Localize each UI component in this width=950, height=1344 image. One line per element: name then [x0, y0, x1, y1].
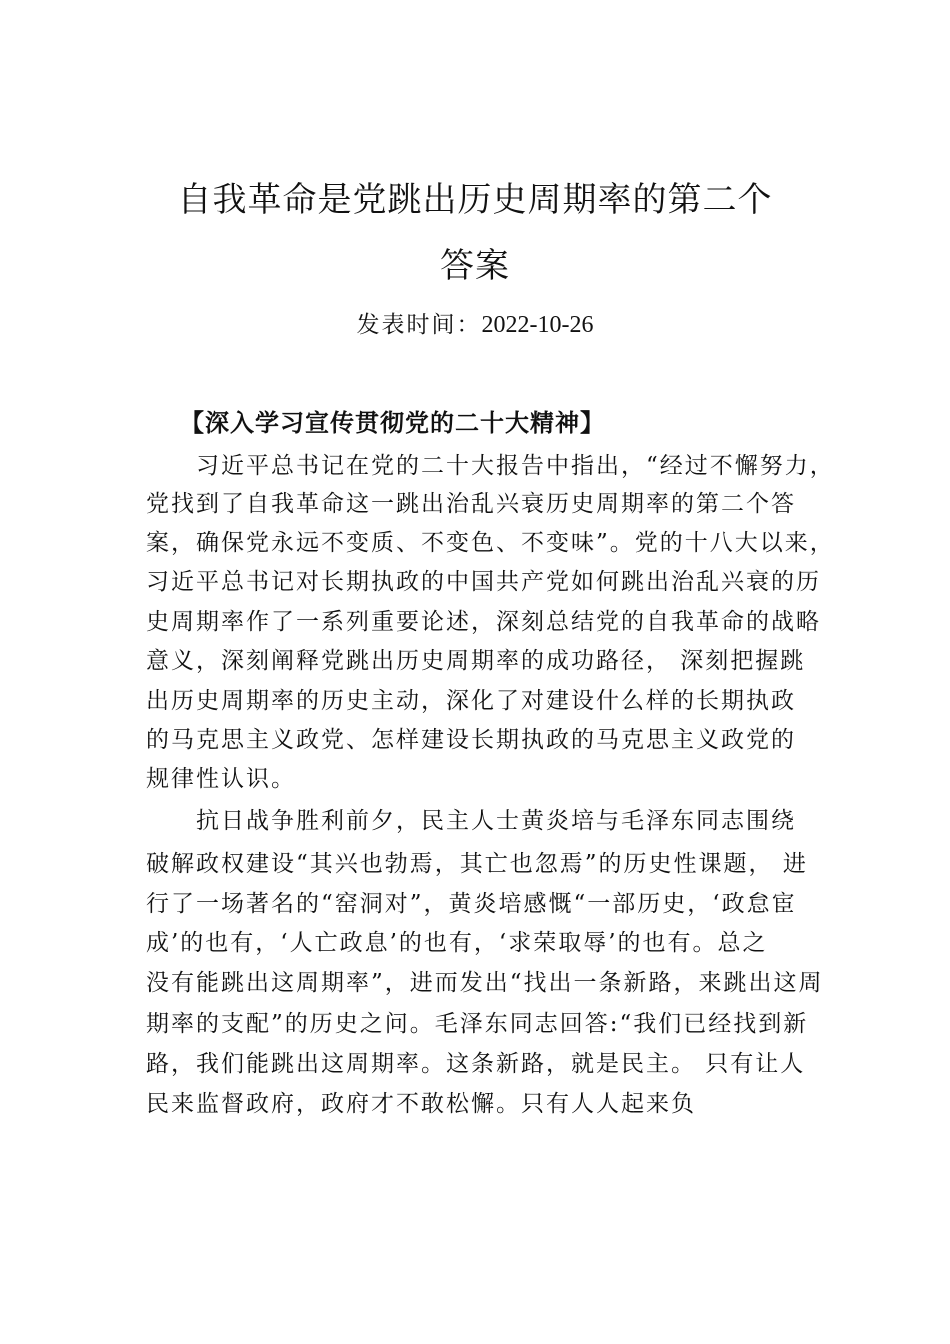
section-heading: 【深入学习宣传贯彻党的二十大精神】 [180, 408, 605, 437]
paragraph-1-line: 习近平总书记在党的二十大报告中指出，“经过不懈努力， [196, 453, 835, 479]
publish-date-label: 发表时间： [356, 312, 482, 338]
paragraph-1-line: 史周期率作了一系列重要论述，深刻总结党的自我革命的战略 [146, 609, 821, 635]
paragraph-2-line: 期率的支配”的历史之问。毛泽东同志回答:“我们已经找到新 [146, 1011, 809, 1037]
paragraph-1-line: 党找到了自我革命这一跳出治乱兴衰历史周期率的第二个答 [146, 491, 796, 517]
paragraph-2-line: 没有能跳出这周期率”，进而发出“找出一条新路，来跳出这周 [146, 970, 824, 996]
paragraph-1-line: 规律性认识。 [146, 766, 296, 792]
publish-date-value: 2022-10-26 [481, 312, 594, 338]
publish-date [0, 311, 950, 339]
paragraph-2-line: 破解政权建设“其兴也勃焉，其亡也忽焉”的历史性课题， 进 [146, 851, 808, 877]
document-title-line-2: 答案 [440, 246, 510, 286]
paragraph-2-line: 抗日战争胜利前夕，民主人士黄炎培与毛泽东同志围绕 [196, 808, 796, 834]
paragraph-1-line: 案，确保党永远不变质、不变色、不变味”。党的十八大以来， [146, 530, 835, 556]
paragraph-2-line: 行了一场著名的“窑洞对”，黄炎培感慨“一部历史，‘政怠宦 [146, 891, 797, 917]
paragraph-1-line: 意义，深刻阐释党跳出历史周期率的成功路径， 深刻把握跳 [146, 648, 806, 674]
paragraph-1-line: 习近平总书记对长期执政的中国共产党如何跳出治乱兴衰的历 [146, 569, 821, 595]
paragraph-1-line: 出历史周期率的历史主动，深化了对建设什么样的长期执政 [146, 688, 796, 714]
paragraph-2-line: 路，我们能跳出这周期率。这条新路，就是民主。 只有让人 [146, 1051, 806, 1077]
document-title-line-1: 自我革命是党跳出历史周期率的第二个 [177, 180, 773, 220]
paragraph-1-line: 的马克思主义政党、怎样建设长期执政的马克思主义政党的 [146, 727, 796, 753]
paragraph-2-line: 民来监督政府，政府才不敢松懈。只有人人起来负 [146, 1091, 696, 1117]
paragraph-2-line: 成’的也有，‘人亡政息’的也有，‘求荣取辱’的也有。总之 [146, 930, 768, 956]
